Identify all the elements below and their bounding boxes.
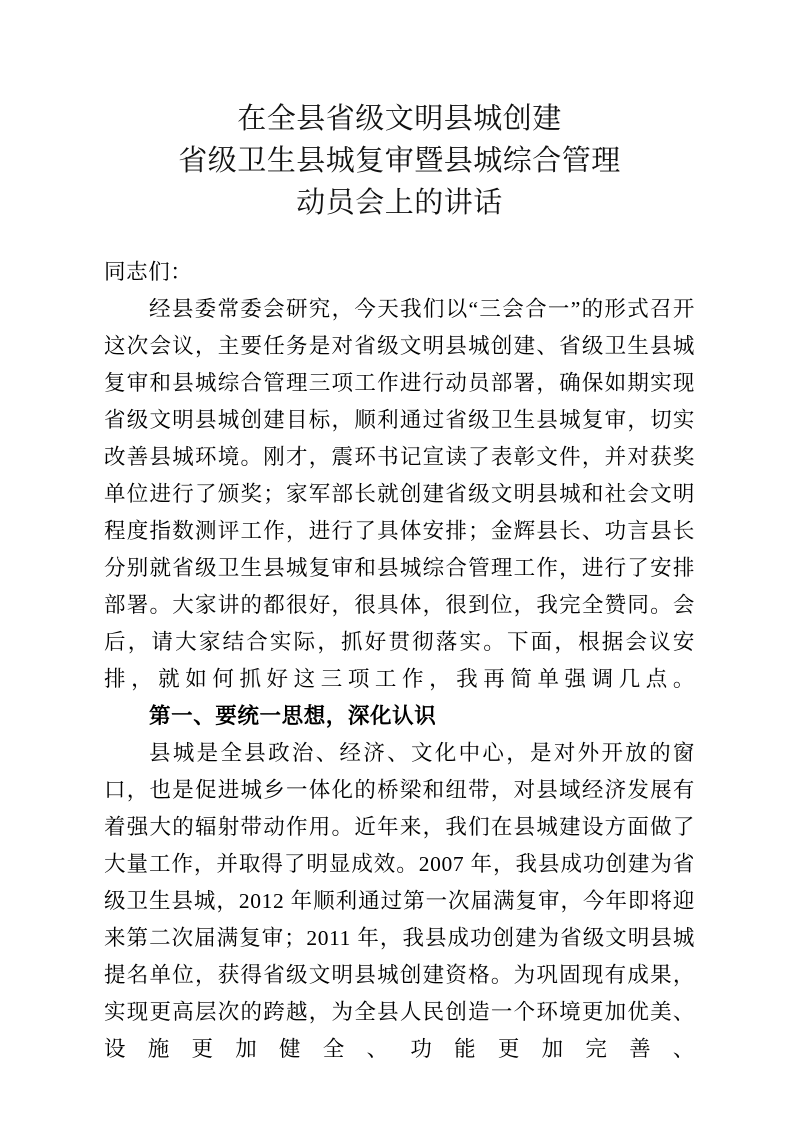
salutation: 同志们： (104, 260, 193, 284)
body-paragraph-1: 经县委常委会研究，今天我们以“三会合一”的形式召开这次会议，主要任务是对省级文明县城创建、省级卫生县城复审和县城综合管理三项工作进行动员部署，确保如期实现省级文明县城创建目标，顺利通过省级卫生县城复审，切实改善县城环境。刚才，震环书记宣读了表彰文件，并对获奖单位进行了颁奖；家军部长就创建省级文明县城和社会文明程度指数测评工作，进行了具体安排；金辉县长、功言县长分别就省级卫生县城复审和县城综合管理工作，进行了安排部署。大家讲的都很好，很具体，很到位，我完全赞同。会后，请大家结合实际，抓好贯彻落实。下面，根据会议安排，就如何抓好这三项工作，我再简单强调几点。 (104, 297, 695, 691)
section-heading-1: 第一、要统一思想，深化认识 (149, 704, 437, 728)
page-content-area (104, 0, 695, 1068)
document-title-line-1: 在全县省级文明县城创建 (237, 103, 562, 135)
document-title-line-2: 省级卫生县城复审暨县城综合管理 (178, 145, 621, 177)
document-title-line-3: 动员会上的讲话 (296, 187, 503, 219)
body-paragraph-2: 县城是全县政治、经济、文化中心，是对外开放的窗口，也是促进城乡一体化的桥梁和纽带，对县域经济发展有着强大的辐射带动作用。近年来，我们在县城建设方面做了大量工作，并取得了明显成效。2007 年，我县成功创建为省级卫生县城，2012 年顺利通过第一次届满复审，今年即将迎来第二次届满复审；2011 年，我县成功创建为省级文明县城提名单位，获得省级文明县城创建资格。为巩固现有成果，实现更高层次的跨越，为全县人民创造一个环境更加优美、设施更加健全、功能更加完善、 (104, 741, 695, 1061)
document-title (104, 0, 695, 224)
